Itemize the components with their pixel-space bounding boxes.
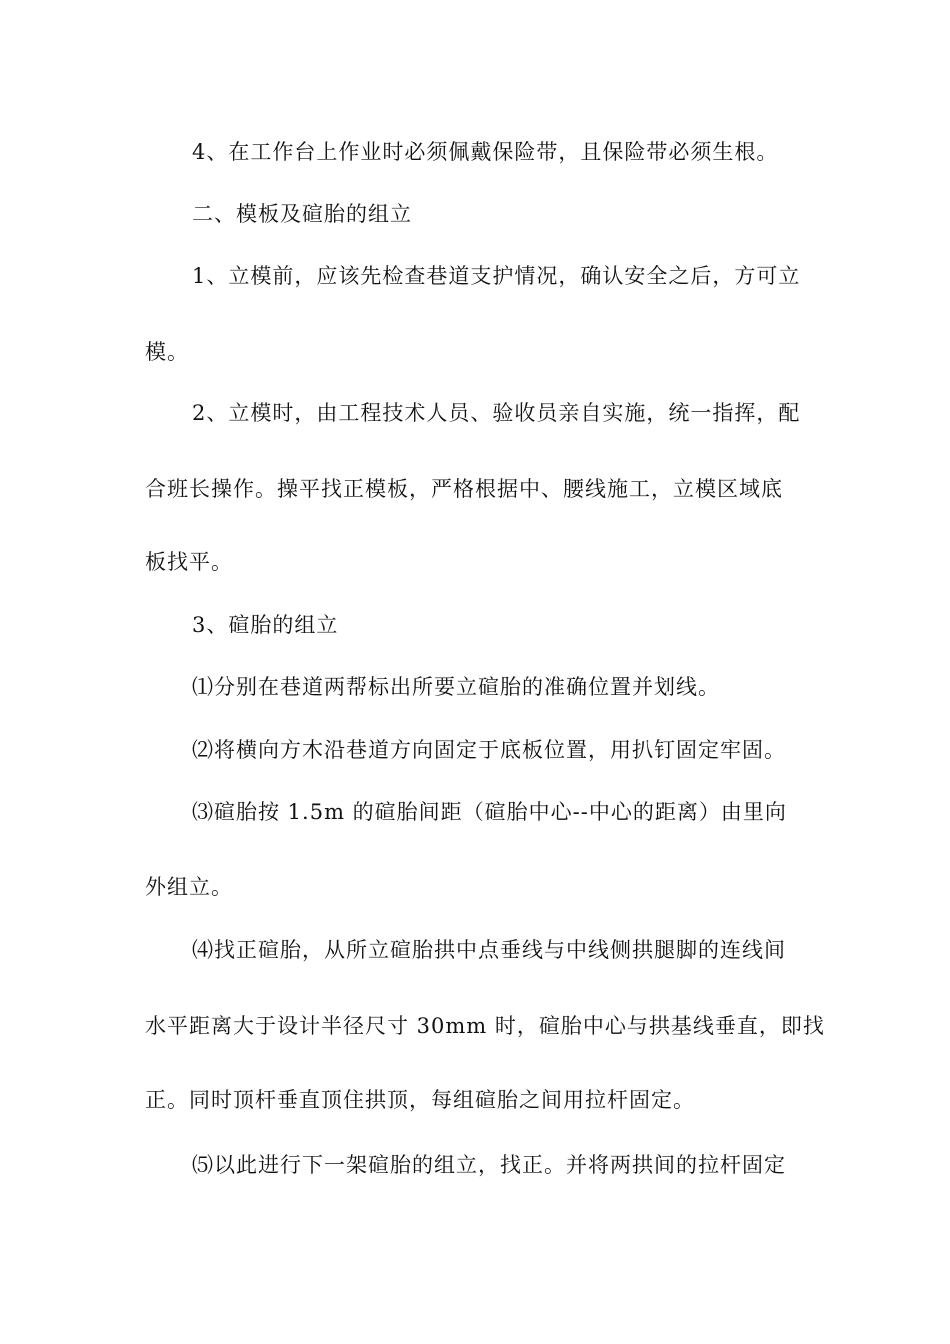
list-item-3-continued: 外组立。 <box>145 875 233 899</box>
text-line-3: 1、立模前，应该先检查巷道支护情况，确认安全之后，方可立 <box>192 264 801 288</box>
section-heading-2: 二、模板及碹胎的组立 <box>192 202 412 226</box>
list-item-2: ⑵将横向方木沿巷道方向固定于底板位置，用扒钉固定牢固。 <box>192 738 786 762</box>
text-line-6: 合班长操作。操平找正模板，严格根据中、腰线施工，立模区域底 <box>145 477 783 501</box>
list-item-4-continued-1: 水平距离大于设计半径尺寸 30mm 时，碹胎中心与拱基线垂直，即找 <box>145 1014 825 1038</box>
list-item-3: ⑶碹胎按 1.5m 的碹胎间距（碹胎中心--中心的距离）由里向 <box>192 800 787 824</box>
text-line-5: 2、立模时，由工程技术人员、验收员亲自实施，统一指挥，配 <box>192 401 801 425</box>
text-line-7: 板找平。 <box>145 550 233 574</box>
text-line-4: 模。 <box>145 340 189 364</box>
subsection-heading-8: 3、碹胎的组立 <box>192 613 339 637</box>
list-item-4-continued-2: 正。同时顶杆垂直顶住拱顶，每组碹胎之间用拉杆固定。 <box>145 1088 695 1112</box>
list-item-5: ⑸以此进行下一架碹胎的组立，找正。并将两拱间的拉杆固定 <box>192 1153 786 1177</box>
text-line-1: 4、在工作台上作业时必须佩戴保险带，且保险带必须生根。 <box>192 140 779 164</box>
list-item-1: ⑴分别在巷道两帮标出所要立碹胎的准确位置并划线。 <box>192 675 720 699</box>
list-item-4: ⑷找正碹胎，从所立碹胎拱中点垂线与中线侧拱腿脚的连线间 <box>192 938 786 962</box>
